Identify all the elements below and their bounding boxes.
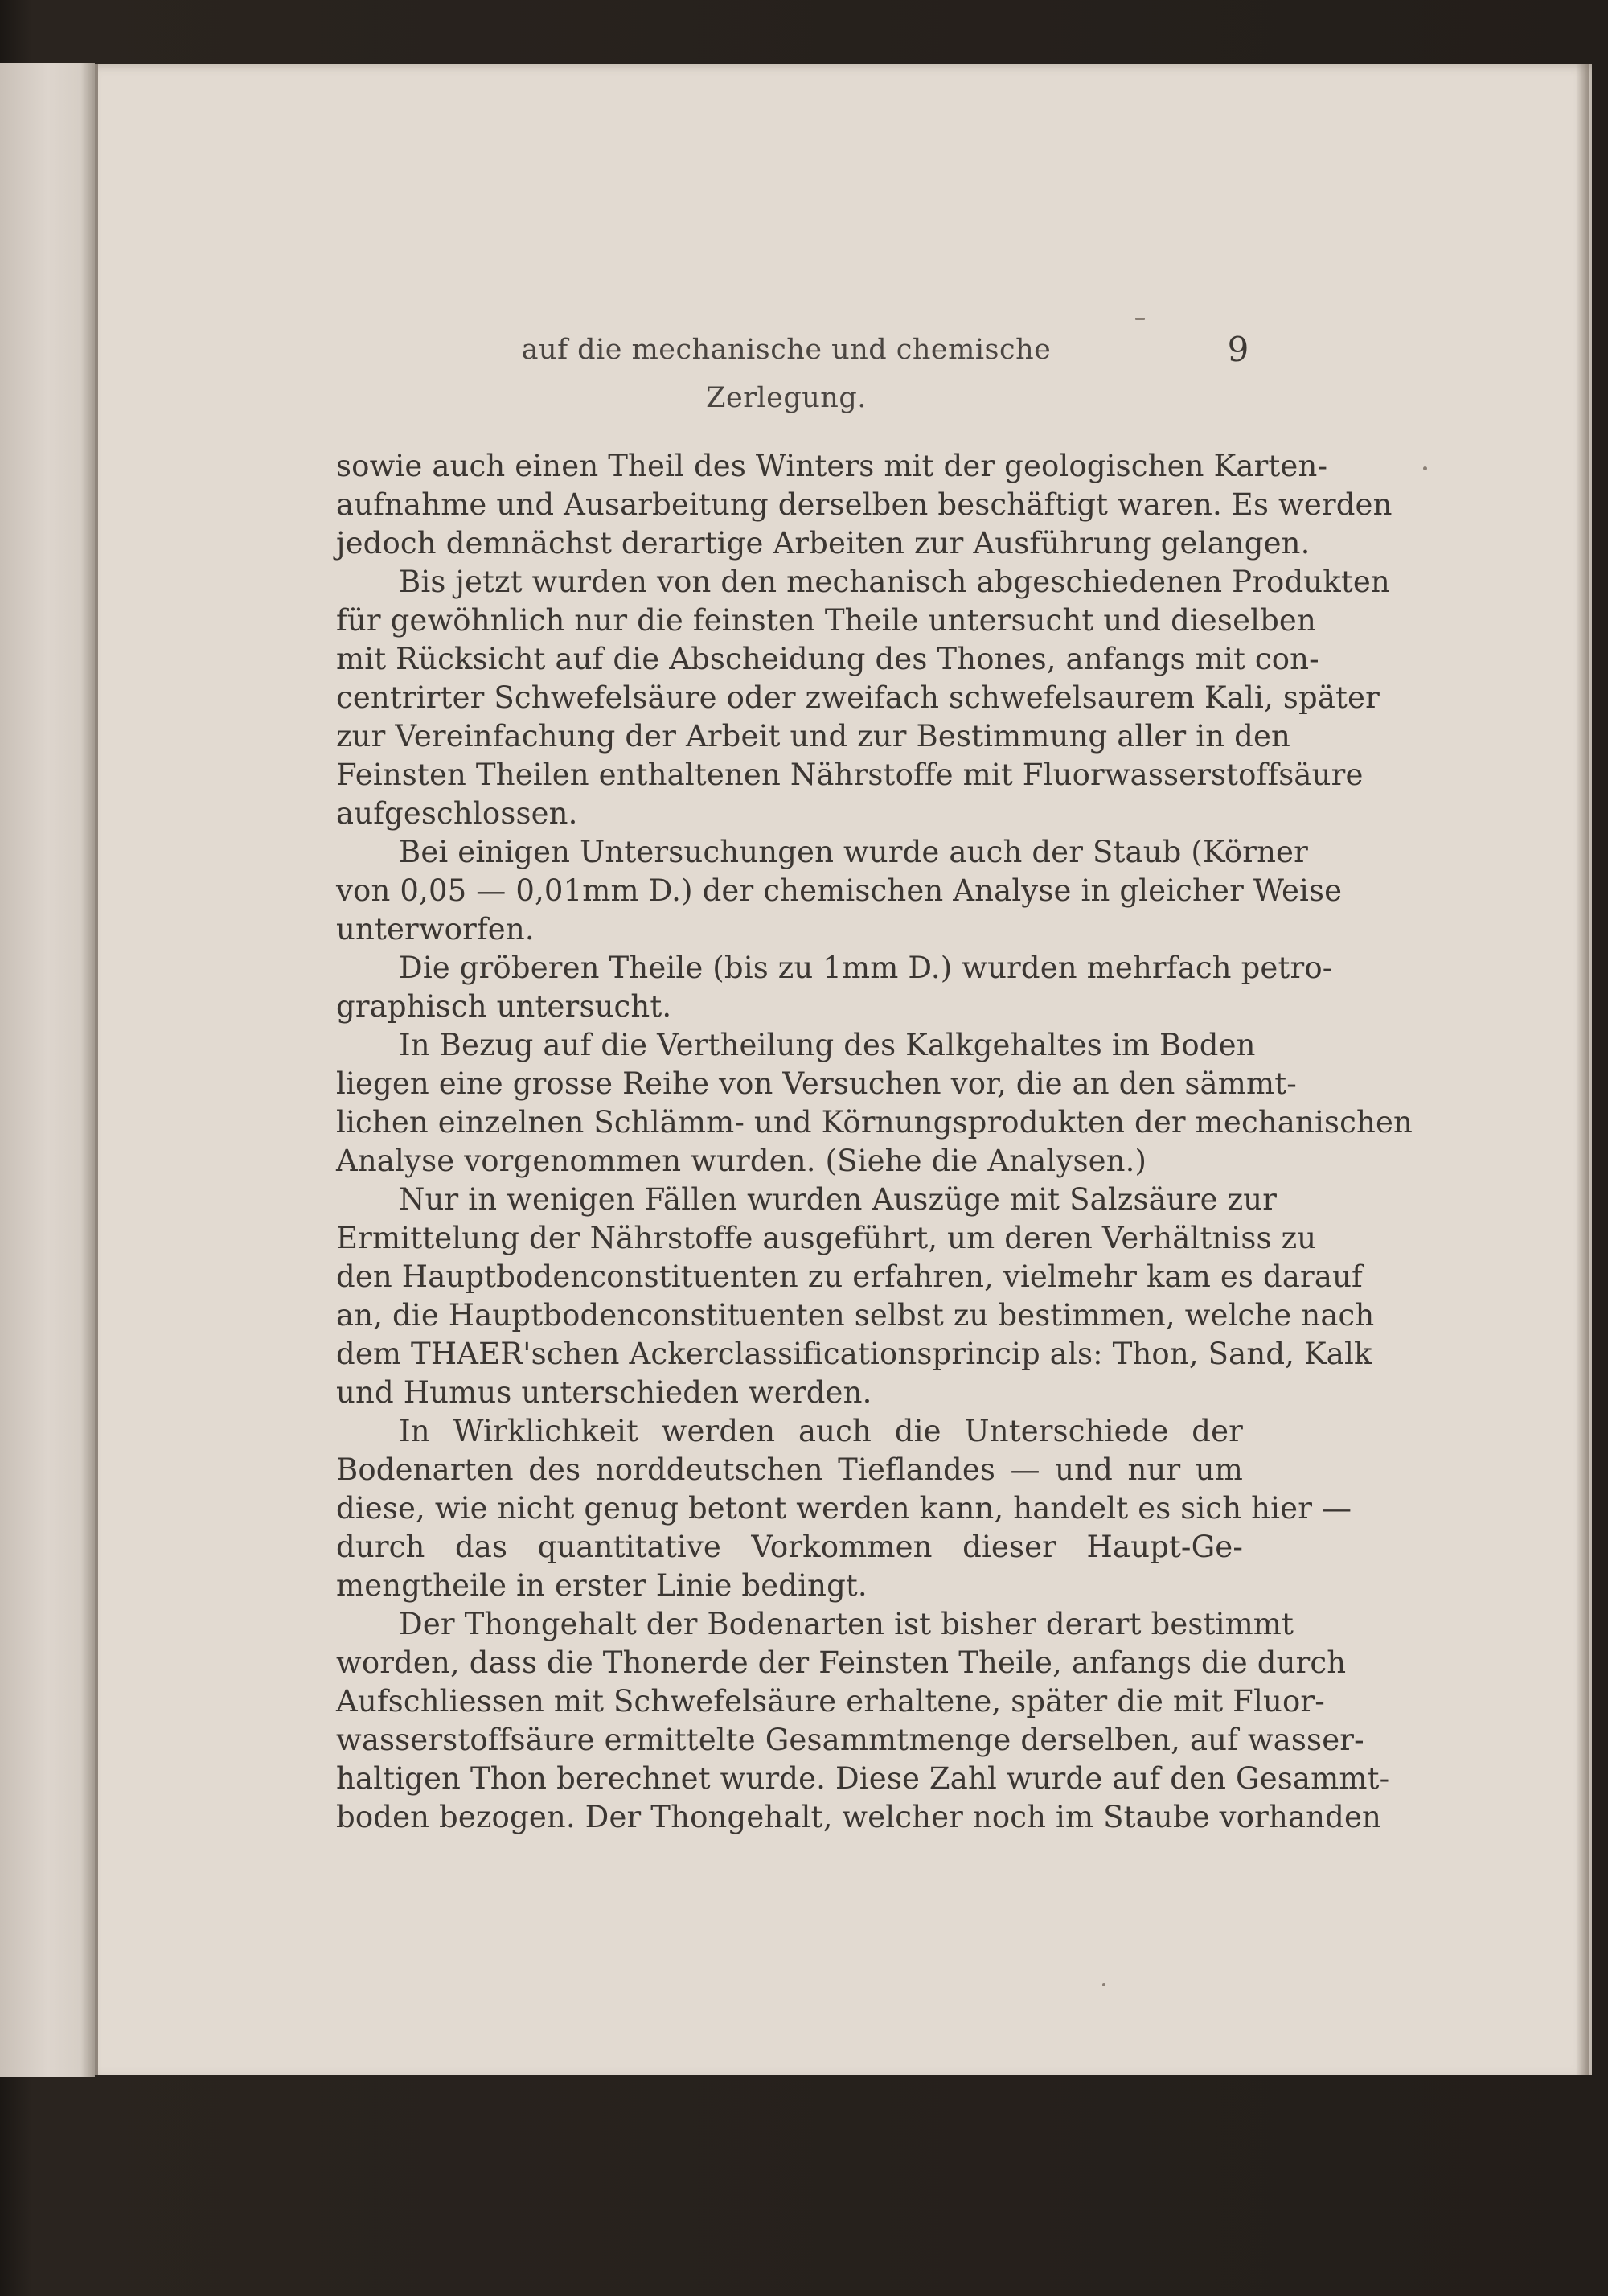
paper-spot [1423, 466, 1427, 470]
text-line: lichen einzelnen Schlämm- und Körnungsprodukten der mechanischen [336, 1105, 1413, 1140]
text-line: mit Rücksicht auf die Abscheidung des Thones, anfangs mit con- [336, 642, 1319, 676]
text-line: Analyse vorgenommen wurden. (Siehe die Analysen.) [336, 1144, 1147, 1178]
text-line: liegen eine grosse Reihe von Versuchen vor, die an den sämmt- [336, 1066, 1297, 1101]
text-line: für gewöhnlich nur die feinsten Theile untersucht und dieselben [336, 603, 1316, 638]
text-line: zur Vereinfachung der Arbeit und zur Bestimmung aller in den [336, 719, 1290, 754]
text-line: haltigen Thon berechnet wurde. Diese Zahl wurde auf den Gesammt- [336, 1761, 1390, 1796]
text-line: durch das quantitative Vorkommen dieser Haupt-Ge- [336, 1530, 1243, 1564]
running-head: auf die mechanische und chemische Zerlegung. [521, 334, 1052, 414]
text-line: graphisch untersucht. [336, 989, 672, 1024]
text-line: Feinsten Theilen enthaltenen Nährstoffe mit Fluorwasserstoffsäure [336, 758, 1364, 792]
text-line: mengtheile in erster Linie bedingt. [336, 1568, 868, 1603]
text-line: Aufschliessen mit Schwefelsäure erhaltene, später die mit Fluor- [336, 1684, 1325, 1719]
text-line: centrirter Schwefelsäure oder zweifach schwefelsaurem Kali, später [336, 680, 1380, 715]
text-line: In Bezug auf die Vertheilung des Kalkgehaltes im Boden [399, 1028, 1256, 1062]
text-line: jedoch demnächst derartige Arbeiten zur Ausführung gelangen. [336, 526, 1311, 561]
page-header [0, 326, 1608, 414]
text-line: sowie auch einen Theil des Winters mit der geologischen Karten- [336, 449, 1328, 483]
text-line: aufgeschlossen. [336, 796, 578, 831]
text-line: an, die Hauptbodenconstituenten selbst zu bestimmen, welche nach [336, 1298, 1375, 1333]
text-line: Bodenarten des norddeutschen Tieflandes — und nur um [336, 1452, 1243, 1487]
text-line: boden bezogen. Der Thongehalt, welcher noch im Staube vorhanden [336, 1800, 1382, 1834]
text-line: Ermittelung der Nährstoffe ausgeführt, um deren Verhältniss zu [336, 1221, 1317, 1255]
text-line: und Humus unterschieden werden. [336, 1375, 872, 1410]
text-line: dem THAER'schen Ackerclassificationsprincip als: Thon, Sand, Kalk [336, 1337, 1372, 1371]
text-line: aufnahme und Ausarbeitung derselben beschäftigt waren. Es werden [336, 487, 1393, 522]
text-line: Bis jetzt wurden von den mechanisch abgeschiedenen Produkten [399, 565, 1390, 599]
page-number: 9 [1227, 330, 1249, 369]
text-line: diese, wie nicht genug betont werden kann, handelt es sich hier — [336, 1491, 1352, 1526]
text-line: Nur in wenigen Fällen wurden Auszüge mit Salzsäure zur [399, 1182, 1278, 1217]
text-line: Die gröberen Theile (bis zu 1mm D.) wurden mehrfach petro- [399, 951, 1333, 985]
text-line: wasserstoffsäure ermittelte Gesammtmenge derselben, auf wasser- [336, 1723, 1364, 1757]
text-line: unterworfen. [336, 912, 535, 947]
text-line: In Wirklichkeit werden auch die Unterschiede der [399, 1414, 1243, 1448]
text-line: Der Thongehalt der Bodenarten ist bisher derart bestimmt [399, 1607, 1294, 1641]
text-line: den Hauptbodenconstituenten zu erfahren, vielmehr kam es darauf [336, 1259, 1363, 1294]
paper-spot [1102, 1983, 1106, 1986]
text-line: Bei einigen Untersuchungen wurde auch der Staub (Körner [399, 835, 1308, 869]
body-text [336, 447, 1413, 1837]
text-line: von 0,05 — 0,01mm D.) der chemischen Analyse in gleicher Weise [336, 873, 1343, 908]
paper-spot [1135, 318, 1145, 320]
text-line: worden, dass die Thonerde der Feinsten Theile, anfangs die durch [336, 1645, 1347, 1680]
